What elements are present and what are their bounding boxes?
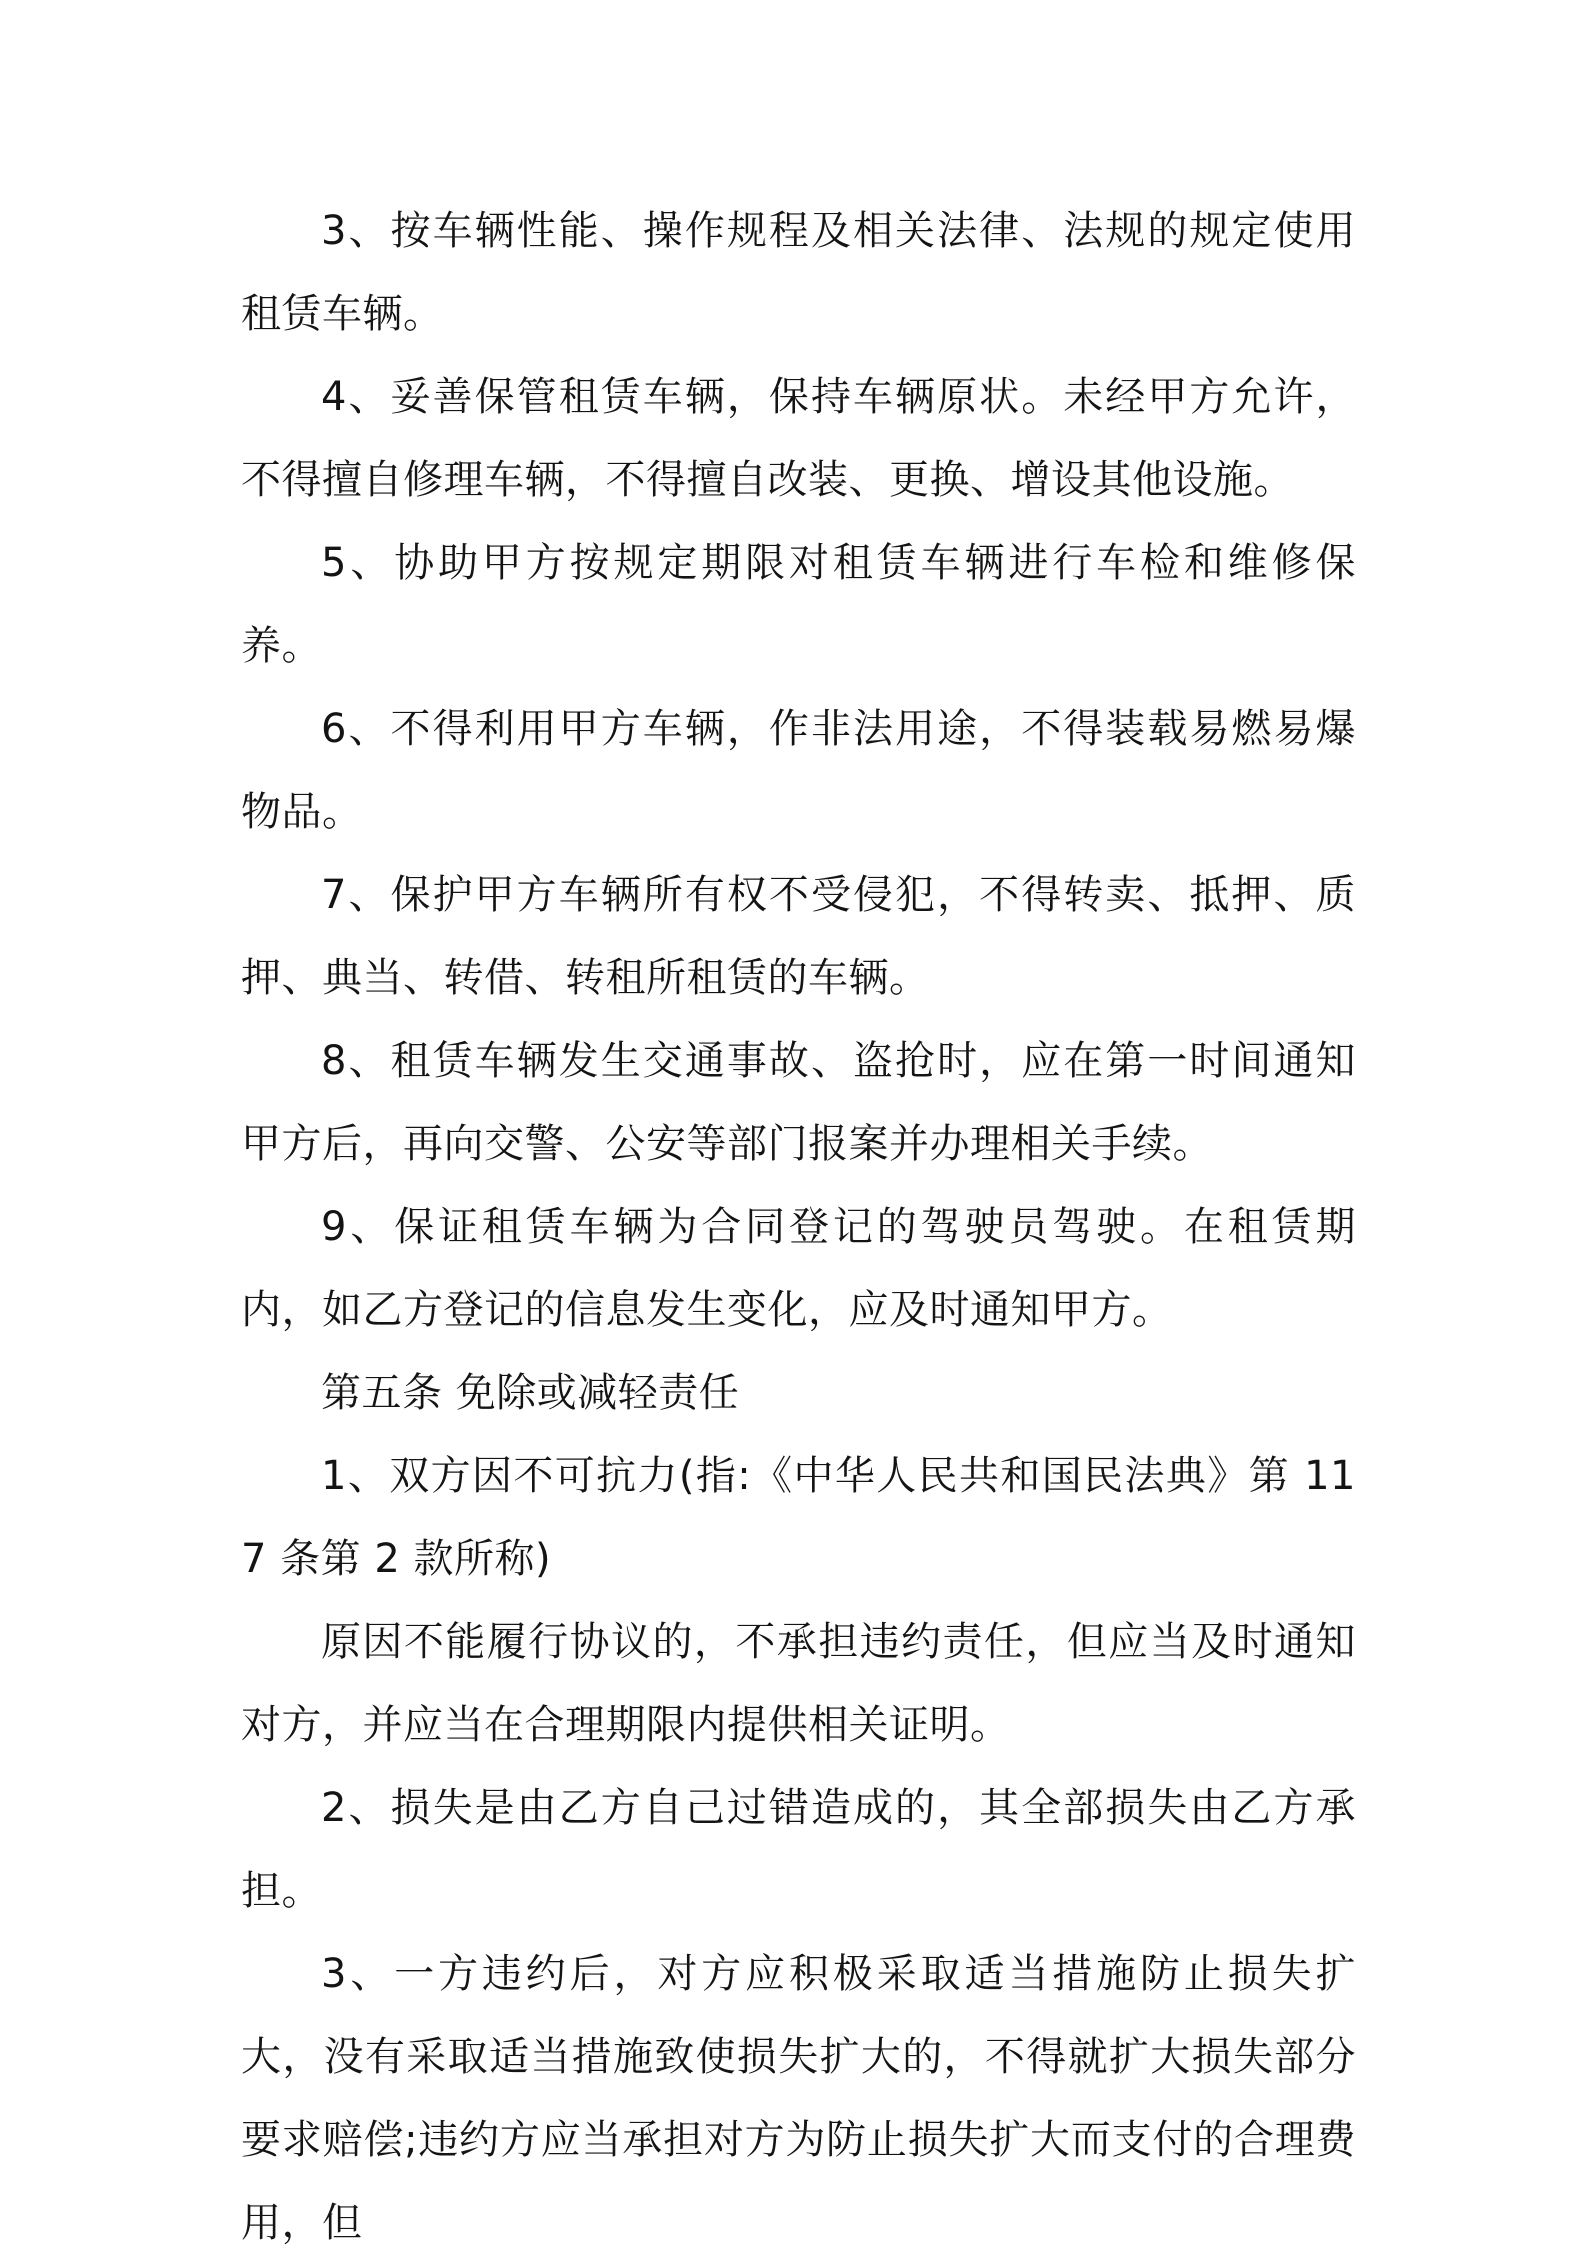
- document-body: [241, 190, 1356, 2265]
- clause-7-paragraph: 7、保护甲方车辆所有权不受侵犯，不得转卖、抵押、质押、典当、转借、转租所租赁的车辆。: [241, 872, 1356, 1001]
- clause-4-paragraph: 4、妥善保管租赁车辆，保持车辆原状。未经甲方允许，不得擅自修理车辆，不得擅自改装、更换、增设其他设施。: [241, 374, 1356, 503]
- clause-3-paragraph: 3、按车辆性能、操作规程及相关法律、法规的规定使用租赁车辆。: [241, 208, 1356, 337]
- clause-9-paragraph: 9、保证租赁车辆为合同登记的驾驶员驾驶。在租赁期内，如乙方登记的信息发生变化，应及时通知甲方。: [241, 1204, 1356, 1333]
- clause-5-paragraph: 5、协助甲方按规定期限对租赁车辆进行车检和维修保养。: [241, 540, 1356, 669]
- clause-8-paragraph: 8、租赁车辆发生交通事故、盗抢时，应在第一时间通知甲方后，再向交警、公安等部门报案并办理相关手续。: [241, 1038, 1356, 1167]
- clause-6-paragraph: 6、不得利用甲方车辆，作非法用途，不得装载易燃易爆物品。: [241, 706, 1356, 835]
- section-clause-1-paragraph: 1、双方因不可抗力(指:《中华人民共和国民法典》第 117 条第 2 款所称): [241, 1453, 1356, 1582]
- section-clause-3-paragraph: 3、一方违约后，对方应积极采取适当措施防止损失扩大，没有采取适当措施致使损失扩大的，不得就扩大损失部分要求赔偿;违约方应当承担对方为防止损失扩大而支付的合理费用，但: [241, 1951, 1356, 2246]
- section-clause-1-continuation: 原因不能履行协议的，不承担违约责任，但应当及时通知对方，并应当在合理期限内提供相关证明。: [241, 1619, 1356, 1748]
- section-clause-2-paragraph: 2、损失是由乙方自己过错造成的，其全部损失由乙方承担。: [241, 1785, 1356, 1914]
- section-heading: 第五条 免除或减轻责任: [321, 1370, 740, 1416]
